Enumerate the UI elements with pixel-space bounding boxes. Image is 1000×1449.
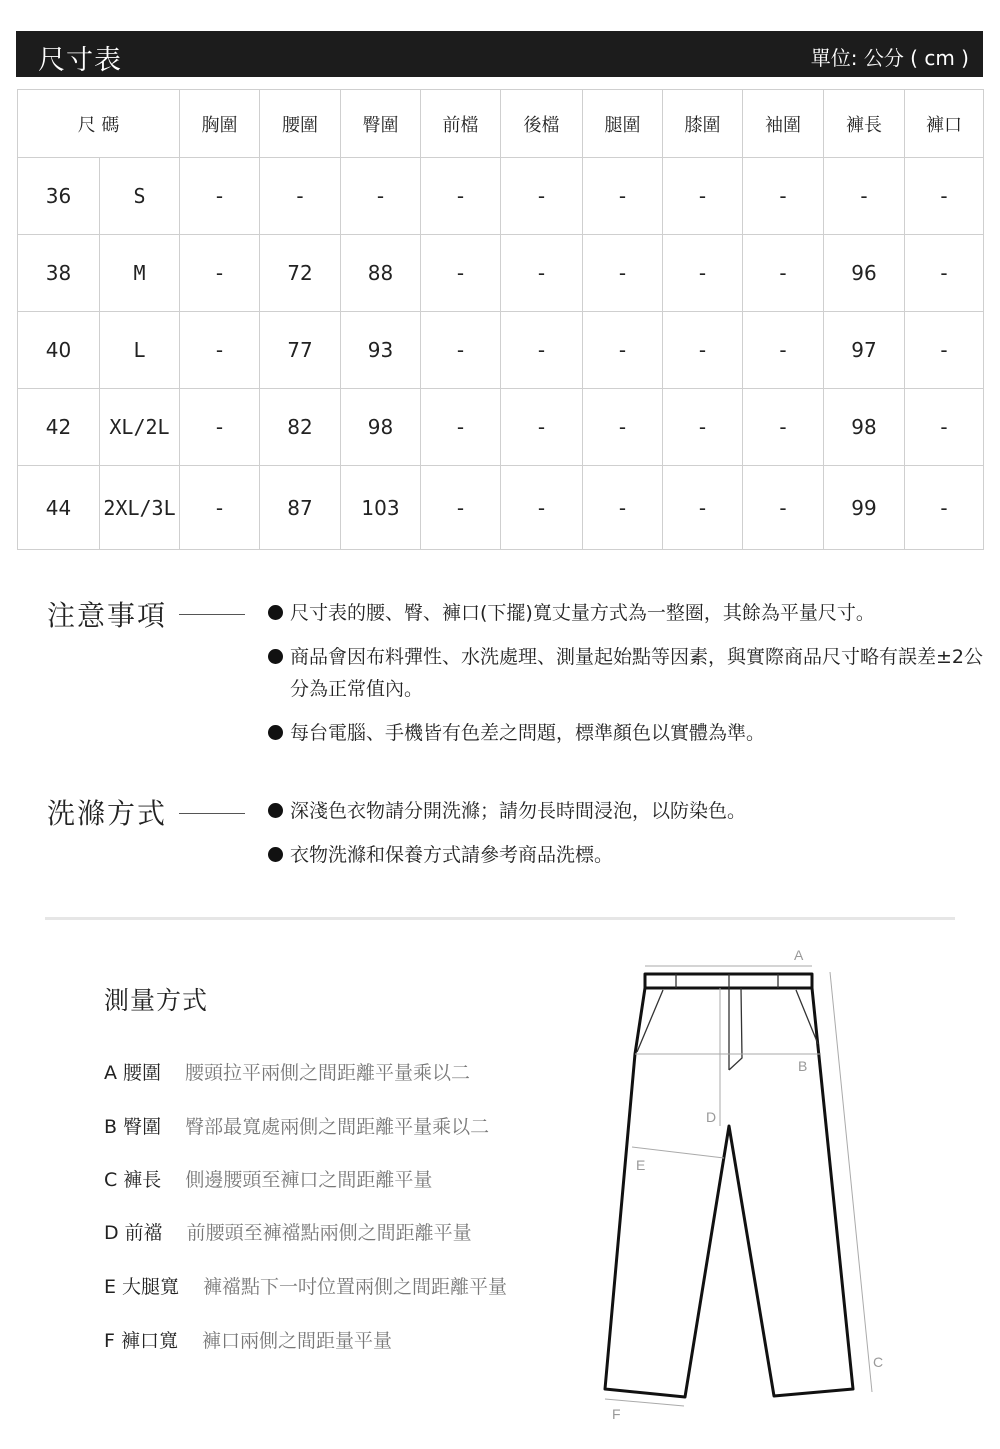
washing-list	[268, 795, 983, 883]
cell-hip: 93	[341, 312, 421, 389]
cell-knee: -	[663, 389, 743, 466]
notes-list	[268, 597, 983, 761]
cell-sleeve: -	[743, 235, 824, 312]
cell-waist: -	[260, 158, 341, 235]
bullet-icon	[268, 649, 283, 664]
cell-waist: 72	[260, 235, 341, 312]
size-number: 40	[18, 312, 100, 389]
diagram-label-c: C	[873, 1354, 884, 1370]
measure-desc: 褲襠點下一吋位置兩側之間距離平量	[203, 1276, 508, 1298]
measure-key: B 臀圍	[104, 1116, 162, 1138]
cell-back-rise: -	[501, 466, 583, 550]
col-length: 褲長	[824, 90, 905, 158]
cell-knee: -	[663, 235, 743, 312]
cell-length: 96	[824, 235, 905, 312]
cell-chest: -	[180, 235, 260, 312]
cell-back-rise: -	[501, 389, 583, 466]
col-sleeve: 袖圍	[743, 90, 824, 158]
measure-item-f	[104, 1326, 392, 1353]
header-bar	[16, 31, 983, 77]
cell-sleeve: -	[743, 389, 824, 466]
measure-key: E 大腿寬	[104, 1276, 180, 1298]
cell-sleeve: -	[743, 312, 824, 389]
cell-waist: 82	[260, 389, 341, 466]
table-row	[18, 389, 984, 466]
bullet-icon	[268, 803, 283, 818]
measure-desc: 褲口兩側之間距量平量	[201, 1330, 392, 1352]
measure-item-c	[104, 1165, 432, 1192]
col-waist: 腰圍	[260, 90, 341, 158]
list-item	[268, 597, 983, 629]
unit-label: 單位: 公分 ( cm )	[810, 46, 969, 70]
measure-key: F 褲口寬	[104, 1330, 178, 1352]
diagram-label-f: F	[612, 1406, 621, 1422]
cell-chest: -	[180, 389, 260, 466]
size-letter: XL/2L	[100, 389, 180, 466]
cell-length: 99	[824, 466, 905, 550]
bullet-icon	[268, 725, 283, 740]
cell-front-rise: -	[421, 235, 501, 312]
measure-desc: 臀部最寬處兩側之間距離平量乘以二	[185, 1116, 490, 1138]
size-letter: M	[100, 235, 180, 312]
bullet-icon	[268, 605, 283, 620]
cell-waist: 77	[260, 312, 341, 389]
measure-key: D 前襠	[104, 1222, 163, 1244]
note-text: 商品會因布料彈性、水洗處理、測量起始點等因素，與實際商品尺寸略有誤差±2公分為正常值內。	[290, 646, 984, 700]
col-front-rise: 前檔	[421, 90, 501, 158]
cell-length: 97	[824, 312, 905, 389]
list-item	[268, 641, 983, 705]
measure-key: A 腰圍	[104, 1062, 162, 1084]
col-chest: 胸圍	[180, 90, 260, 158]
measure-desc: 前腰頭至褲襠點兩側之間距離平量	[186, 1222, 472, 1244]
cell-thigh: -	[583, 466, 663, 550]
cell-chest: -	[180, 312, 260, 389]
diagram-label-e: E	[636, 1157, 646, 1173]
washing-text: 深淺色衣物請分開洗滌；請勿長時間浸泡，以防染色。	[290, 800, 747, 822]
diagram-label-b: B	[798, 1058, 808, 1074]
cell-back-rise: -	[501, 235, 583, 312]
size-letter: L	[100, 312, 180, 389]
diagram-label-d: D	[706, 1109, 717, 1125]
cell-hip: 98	[341, 389, 421, 466]
cell-hem: -	[905, 466, 984, 550]
table-row	[18, 235, 984, 312]
col-knee: 膝圍	[663, 90, 743, 158]
cell-hem: -	[905, 158, 984, 235]
list-item	[268, 839, 983, 871]
size-header: 尺 碼	[18, 90, 180, 158]
col-hip: 臀圍	[341, 90, 421, 158]
col-hem: 褲口	[905, 90, 984, 158]
list-item	[268, 717, 983, 749]
cell-front-rise: -	[421, 389, 501, 466]
cell-thigh: -	[583, 389, 663, 466]
table-row	[18, 158, 984, 235]
cell-thigh: -	[583, 235, 663, 312]
cell-sleeve: -	[743, 158, 824, 235]
cell-hip: 103	[341, 466, 421, 550]
washing-text: 衣物洗滌和保養方式請參考商品洗標。	[290, 844, 614, 866]
table-header-row	[18, 90, 984, 158]
cell-hem: -	[905, 389, 984, 466]
cell-back-rise: -	[501, 158, 583, 235]
washing-rule	[179, 813, 245, 814]
size-letter: 2XL/3L	[100, 466, 180, 550]
measure-desc: 腰頭拉平兩側之間距離平量乘以二	[185, 1062, 471, 1084]
list-item	[268, 795, 983, 827]
table-row	[18, 312, 984, 389]
cell-hem: -	[905, 312, 984, 389]
measure-item-a	[104, 1058, 470, 1085]
washing-label: 洗滌方式	[47, 797, 168, 830]
cell-knee: -	[663, 466, 743, 550]
size-number: 36	[18, 158, 100, 235]
cell-chest: -	[180, 158, 260, 235]
note-text: 尺寸表的腰、臀、褲口(下擺)寬丈量方式為一整圈，其餘為平量尺寸。	[290, 602, 875, 624]
measure-key: C 褲長	[104, 1169, 162, 1191]
measure-desc: 側邊腰頭至褲口之間距離平量	[185, 1169, 433, 1191]
size-number: 44	[18, 466, 100, 550]
cell-front-rise: -	[421, 466, 501, 550]
section-divider	[45, 917, 955, 920]
notes-rule	[179, 614, 245, 615]
cell-thigh: -	[583, 158, 663, 235]
cell-hip: 88	[341, 235, 421, 312]
size-table	[17, 89, 984, 550]
notes-label: 注意事項	[47, 599, 168, 632]
measure-item-b	[104, 1112, 489, 1139]
cell-sleeve: -	[743, 466, 824, 550]
page-title: 尺寸表	[38, 45, 122, 76]
size-number: 42	[18, 389, 100, 466]
col-thigh: 腿圍	[583, 90, 663, 158]
cell-chest: -	[180, 466, 260, 550]
size-number: 38	[18, 235, 100, 312]
cell-hem: -	[905, 235, 984, 312]
measure-item-d	[104, 1218, 472, 1245]
cell-thigh: -	[583, 312, 663, 389]
cell-length: -	[824, 158, 905, 235]
table-row	[18, 466, 984, 550]
pants-diagram	[590, 940, 900, 1430]
note-text: 每台電腦、手機皆有色差之問題，標準顏色以實體為準。	[290, 722, 766, 744]
cell-knee: -	[663, 158, 743, 235]
cell-knee: -	[663, 312, 743, 389]
cell-front-rise: -	[421, 312, 501, 389]
col-back-rise: 後檔	[501, 90, 583, 158]
measure-item-e	[104, 1272, 507, 1299]
diagram-label-a: A	[794, 947, 804, 963]
size-letter: S	[100, 158, 180, 235]
measurement-title: 測量方式	[104, 986, 209, 1015]
cell-front-rise: -	[421, 158, 501, 235]
cell-back-rise: -	[501, 312, 583, 389]
cell-waist: 87	[260, 466, 341, 550]
cell-hip: -	[341, 158, 421, 235]
cell-length: 98	[824, 389, 905, 466]
bullet-icon	[268, 847, 283, 862]
